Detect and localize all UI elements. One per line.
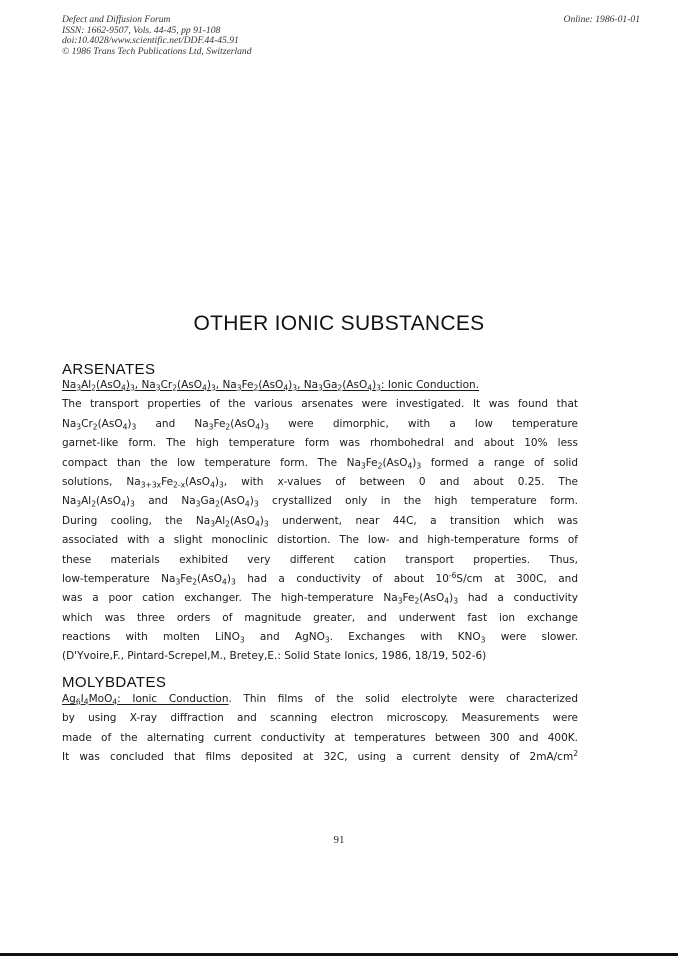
- section-heading-arsenates: ARSENATES: [62, 361, 156, 378]
- page-title: OTHER IONIC SUBSTANCES: [193, 312, 485, 335]
- page-number: 91: [333, 834, 345, 846]
- doi-line: doi:10.4028/www.scientific.net/DDF.44-45.91: [62, 35, 239, 46]
- publication-info: [62, 15, 252, 57]
- copyright-line: © 1986 Trans Tech Publications Ltd, Switzerland: [62, 45, 252, 57]
- molybdates-paragraph: $Ag_6I_4MoO_4$: Ionic Conduction. Thin films of the solid electrolyte were characterized by using X-ray diffraction and scanning electron microscopy. Measurements were made of the alternating current conductivity at temperatures between 300 and 400K. It was concluded that films deposited at 32C, using a current density of $2mA/cm^2$: [62, 693, 578, 764]
- arsenates-citation: (D'Yvoire,F., Pintard-Screpel,M., Bretey,E.: Solid State Ionics, 1986, 18/19, 502-6): [62, 650, 487, 663]
- arsenates-paragraph: $Na_3Al_2(AsO_4)_3$, $Na_3Cr_2(AsO_4)_3$, $Na_3Fe_2(AsO_4)_3$, $Na_3Ga_2(AsO_4)_3$: Ionic Conduction. The transport properties of the various arsenates were investigated. It was found that $Na_3Cr_2(AsO_4)_3$ and $Na_3Fe_2(AsO_4)_3$ were dimorphic, with a low temperature garnet-like form. The high temperature form was rhombohedral and about 10% less compact than the low temperature form. The $Na_3Fe_2(AsO_4)_3$ formed a range of solid solutions, $Na_{3+3x}Fe_{2-x}(AsO_4)_3$, with x-values of between 0 and about 0.25. The $Na_3Al_2(AsO_4)_3$ and $Na_3Ga_2(AsO_4)_3$ crystallized only in the high temperature form. During cooling, the $Na_3Al_2(AsO_4)_3$ underwent, near 44C, a transition which was associated with a slight monoclinic distortion. The low- and high-temperature forms of these materials exhibited very different cation transport properties. Thus, low-temperature $Na_3Fe_2(AsO_4)_3$ had a conductivity of about $10^{-6}S/cm$ at 300C, and was a poor cation exchanger. The high-temperature $Na_3Fe_2(AsO_4)_3$ had a conductivity which was three orders of magnitude greater, and underwent fast ion exchange reactions with molten LiNO$_3$ and AgNO$_3$. Exchanges with $KNO_3$ were slower. (D'Yvoire,F., Pintard-Screpel,M., Bretey,E.: Solid State Ionics, 1986, 18/19, 502-6): [62, 376, 578, 667]
- bottom-rule: [0, 953, 678, 956]
- online-date: Online: 1986-01-01: [563, 14, 640, 25]
- molybdates-topic: $Ag_6I_4MoO_4$: Ionic Conduction: [62, 693, 229, 707]
- arsenates-topic: $Na_3Al_2(AsO_4)_3$, $Na_3Cr_2(AsO_4)_3$, $Na_3Fe_2(AsO_4)_3$, $Na_3Ga_2(AsO_4)_3$: Ionic Conduction.: [62, 379, 480, 393]
- journal-name: Defect and Diffusion Forum: [62, 14, 171, 25]
- arsenates-topic-line: [62, 376, 578, 395]
- issn-line: ISSN: 1662-9507, Vols. 44-45, pp 91-108: [62, 24, 221, 36]
- section-heading-molybdates: MOLYBDATES: [62, 674, 167, 691]
